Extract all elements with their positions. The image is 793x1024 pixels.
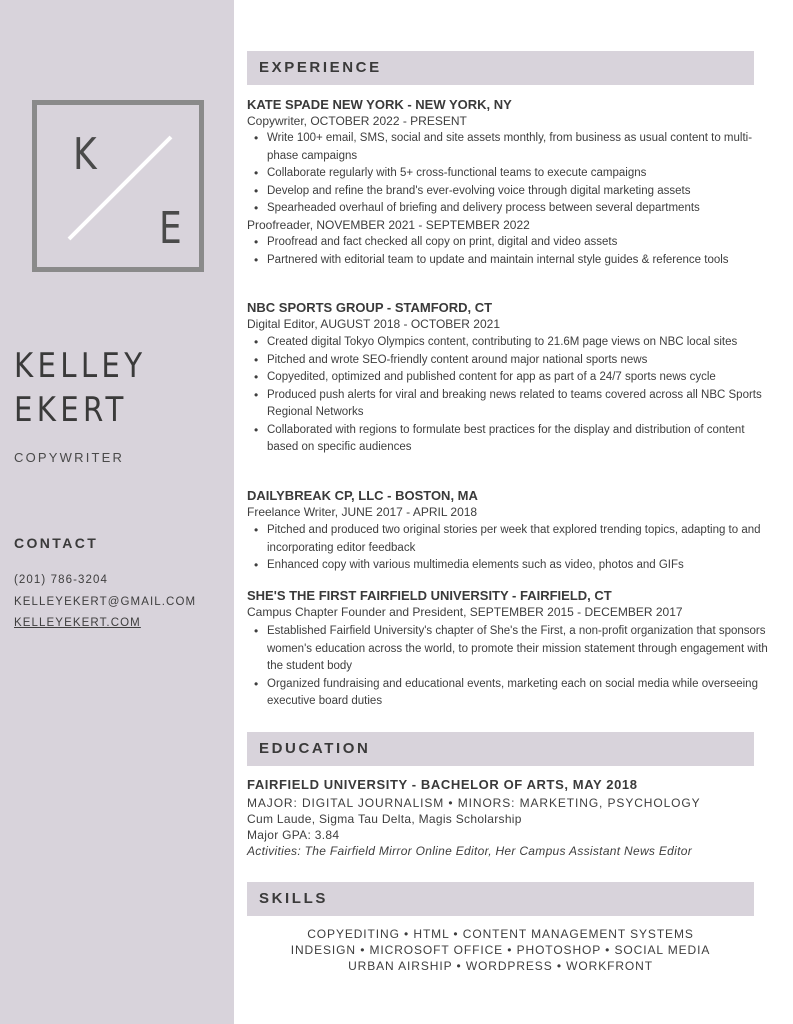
name-last: EKERT [14, 390, 128, 430]
job-bullets [247, 522, 772, 575]
skills-line: INDESIGN • MICROSOFT OFFICE • PHOTOSHOP • SOCIAL MEDIA [290, 943, 711, 957]
skills-line: URBAN AIRSHIP • WORDPRESS • WORKFRONT [348, 959, 653, 973]
bullet-item: • Pitched and wrote SEO-friendly content around major national sports news [247, 352, 772, 370]
bullet-item: • Collaborate regularly with 5+ cross-functional teams to execute campaigns [247, 165, 772, 183]
bullet-item: • Spearheaded overhaul of briefing and delivery process between several departments [247, 200, 772, 218]
experience-section-header [247, 51, 754, 85]
job-bullets [247, 234, 772, 269]
contact-phone: (201) 786-3204 [14, 574, 109, 586]
skills-heading: SKILLS [259, 890, 328, 907]
contact-heading: CONTACT [14, 535, 99, 551]
bullet-item: • Pitched and produced two original stories per week that explored trending topics, adapting to and incorporating editor feedback [247, 522, 772, 557]
bullet-item: • Enhanced copy with various multimedia elements such as video, photos and GIFs [247, 557, 772, 575]
bullet-item: • Proofread and fact checked all copy on print, digital and video assets [247, 234, 772, 252]
bullet-item: • Copyedited, optimized and published content for app as part of a 24/7 sports news cycle [247, 369, 772, 387]
experience-heading: EXPERIENCE [259, 59, 382, 76]
job-bullets [247, 130, 772, 218]
monogram-first-initial: K [73, 129, 97, 180]
job-role: Copywriter, OCTOBER 2022 - PRESENT [247, 114, 467, 128]
job-company: KATE SPADE NEW YORK - NEW YORK, NY [247, 97, 512, 112]
job-role: Digital Editor, AUGUST 2018 - OCTOBER 2021 [247, 317, 501, 331]
job-company: DAILYBREAK CP, LLC - BOSTON, MA [247, 488, 478, 503]
bullet-item: • Established Fairfield University's chapter of She's the First, a non-profit organization that sponsors women's education across the world, to promote their mission statement through engagement with the student body [247, 623, 772, 676]
skills-line: COPYEDITING • HTML • CONTENT MANAGEMENT SYSTEMS [307, 927, 694, 941]
sidebar [0, 0, 234, 1024]
education-school: FAIRFIELD UNIVERSITY - BACHELOR OF ARTS, MAY 2018 [247, 777, 638, 792]
job-role: Proofreader, NOVEMBER 2021 - SEPTEMBER 2022 [247, 218, 530, 232]
bullet-item: • Produced push alerts for viral and breaking news related to teams covered across all NBC Sports Regional Networks [247, 387, 772, 422]
skills-section-header [247, 882, 754, 916]
education-major: MAJOR: DIGITAL JOURNALISM • MINORS: MARKETING, PSYCHOLOGY [247, 796, 701, 810]
contact-email[interactable]: KELLEYEKERT@GMAIL.COM [14, 596, 197, 608]
name-first: KELLEY [14, 346, 147, 386]
bullet-item: • Develop and refine the brand's ever-evolving voice through digital marketing assets [247, 183, 772, 201]
job-company: SHE'S THE FIRST FAIRFIELD UNIVERSITY - FAIRFIELD, CT [247, 588, 612, 603]
education-heading: EDUCATION [259, 740, 371, 757]
job-bullets [247, 623, 772, 711]
candidate-name [14, 344, 199, 432]
education-section-header [247, 732, 754, 766]
monogram-last-initial: E [159, 203, 182, 254]
job-company: NBC SPORTS GROUP - STAMFORD, CT [247, 300, 493, 315]
education-gpa: Major GPA: 3.84 [247, 828, 340, 842]
job-role: Campus Chapter Founder and President, SEPTEMBER 2015 - DECEMBER 2017 [247, 605, 683, 619]
education-activities: Activities: The Fairfield Mirror Online Editor, Her Campus Assistant News Editor [247, 844, 693, 858]
bullet-item: • Collaborated with regions to formulate best practices for the display and distribution of content based on specific audiences [247, 422, 772, 457]
bullet-item: • Organized fundraising and educational events, marketing each on social media while overseeing executive board duties [247, 676, 772, 711]
education-honors: Cum Laude, Sigma Tau Delta, Magis Scholarship [247, 812, 522, 826]
bullet-item: • Created digital Tokyo Olympics content, contributing to 21.6M page views on NBC local sites [247, 334, 772, 352]
monogram-logo [32, 100, 204, 272]
job-role: Freelance Writer, JUNE 2017 - APRIL 2018 [247, 505, 478, 519]
job-bullets [247, 334, 772, 457]
job-title: COPYWRITER [14, 450, 125, 465]
bullet-item: • Partnered with editorial team to update and maintain internal style guides & reference tools [247, 252, 772, 270]
contact-website-link[interactable]: KELLEYEKERT.COM [14, 617, 141, 629]
bullet-item: • Write 100+ email, SMS, social and site assets monthly, from business as usual content to multi-phase campaigns [247, 130, 772, 165]
